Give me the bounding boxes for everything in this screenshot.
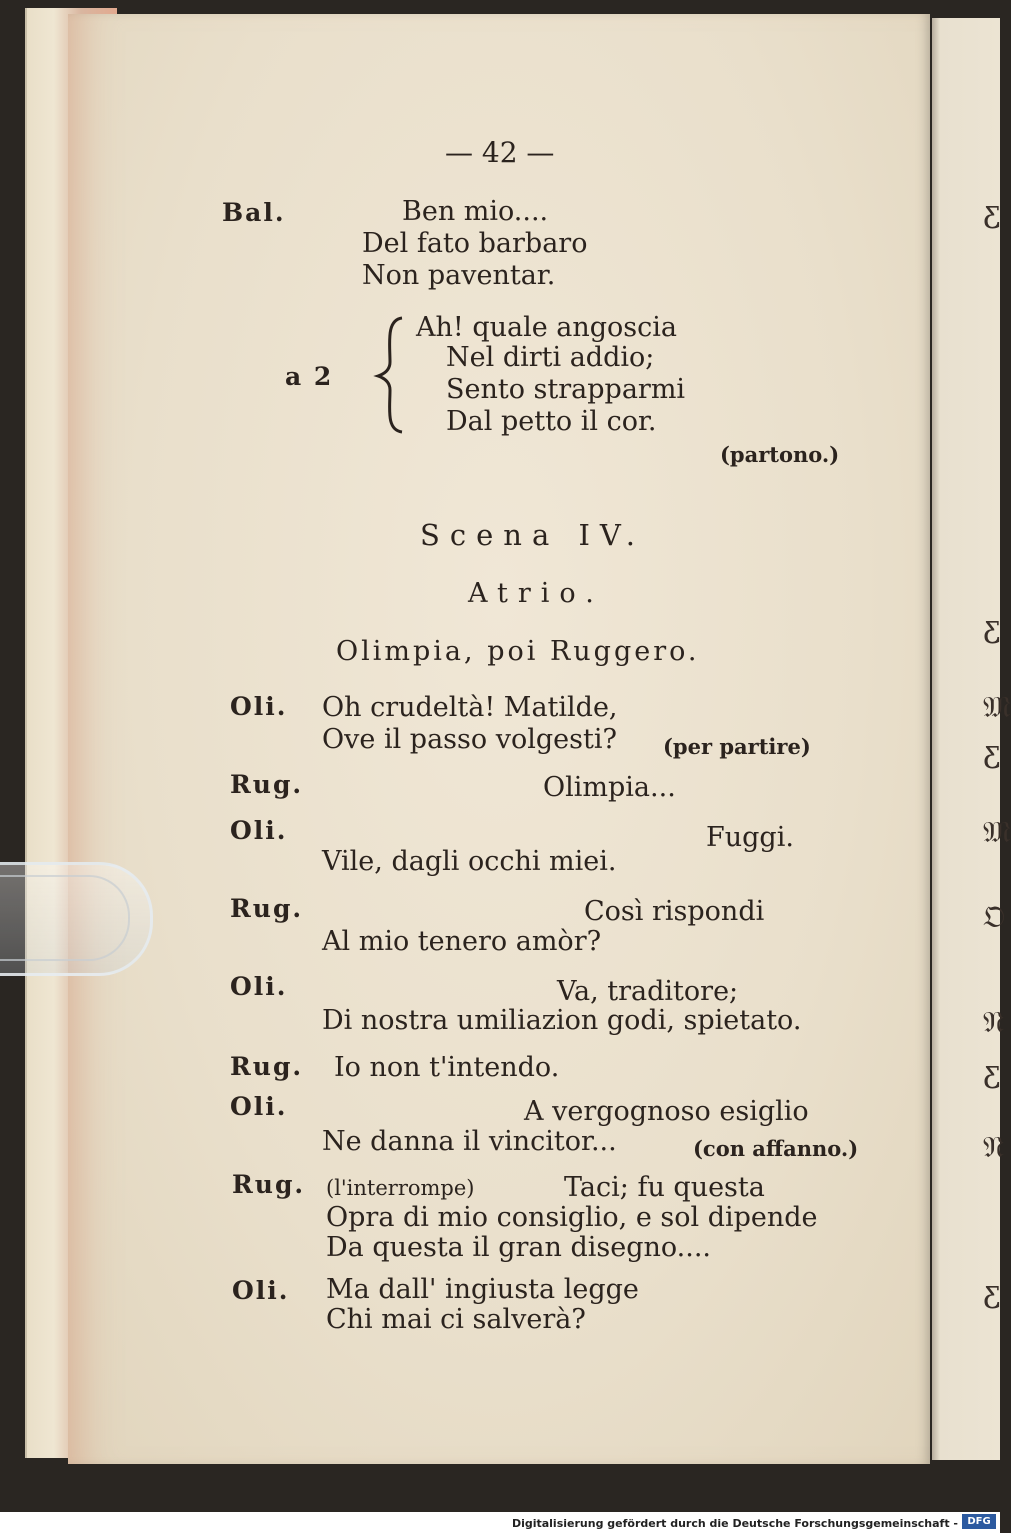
speaker-label: Oli. [230,692,288,721]
stage-direction: (con affanno.) [693,1136,859,1161]
verse-line: Di nostra umiliazion godi, spietato. [322,1005,802,1036]
verse-line: Olimpia... [543,772,676,803]
verse-line: Ne danna il vincitor... [322,1126,617,1157]
verse-line: Opra di mio consiglio, e sol dipende [326,1202,818,1233]
facing-page-glyph: ƹ [983,1055,1000,1090]
speaker-label: Rug. [230,894,304,923]
speaker-label: Rug. [230,1052,304,1081]
verse-line: Non paventar. [362,260,556,291]
verse-line: Nel dirti addio; [446,342,655,373]
facing-page-glyph: 𝔐 [983,815,1011,850]
scene-title: Scena IV. [420,518,646,552]
verse-line: Così rispondi [584,896,765,927]
verse-line: A vergognoso esiglio [524,1096,809,1127]
verse-line: Fuggi. [706,822,794,853]
facing-page-glyph: 𝔐 [983,690,1011,725]
verse-line: Taci; fu questa [564,1172,765,1203]
verse-line: Io non t'intendo. [334,1052,560,1083]
verse-line: Oh crudeltà! Matilde, [322,692,618,723]
verse-line: Da questa il gran disegno.... [326,1232,712,1263]
verse-line: Vile, dagli occhi miei. [322,846,617,877]
speaker-label: Oli. [232,1276,290,1305]
verse-line: Dal petto il cor. [446,406,657,437]
verse-line: Ah! quale angoscia [416,312,678,343]
facing-page-glyph: 𝔑 [983,1005,1005,1040]
facing-page-glyph: 𝔒 [983,900,1006,935]
speaker-label: Rug. [232,1170,306,1199]
ensemble-label: a 2 [285,362,334,391]
facing-page-glyph: ƹ [983,195,1000,230]
facing-page-glyph: ƹ [983,610,1000,645]
speaker-label: Oli. [230,816,288,845]
page-number: — 42 — [445,136,555,169]
stage-direction: (per partire) [663,734,811,759]
verse-line: Va, traditore; [557,976,739,1007]
speaker-label: Bal. [222,198,286,227]
footer-credit: Digitalisierung gefördert durch die Deutsche Forschungsgemeinschaft - [511,1517,958,1530]
speaker-label: Oli. [230,1092,288,1121]
speaker-label: Oli. [230,972,288,1001]
verse-line: Ove il passo volgesti? [322,724,617,755]
verse-line: Sento strapparmi [446,374,686,405]
scene-place: Atrio. [468,578,604,609]
verse-line: Ma dall' ingiusta legge [326,1274,639,1305]
verse-line: Chi mai ci salverà? [326,1304,586,1335]
facing-page-glyph: ƹ [983,1275,1000,1310]
curly-brace-icon [372,314,412,434]
facing-page-glyph: 𝔑 [983,1130,1005,1165]
verse-line: Al mio tenero amòr? [322,926,602,957]
verse-line: Ben mio.... [402,196,549,227]
speaker-label: Rug. [230,770,304,799]
verse-line: Del fato barbaro [362,228,588,259]
page-clip-inner [0,875,130,961]
dfg-logo: DFG [962,1514,996,1529]
stage-direction: (l'interrompe) [326,1176,475,1200]
scene-characters: Olimpia, poi Ruggero. [336,636,700,667]
facing-page-glyph: ƹ [983,735,1000,770]
stage-direction: (partono.) [720,442,840,467]
